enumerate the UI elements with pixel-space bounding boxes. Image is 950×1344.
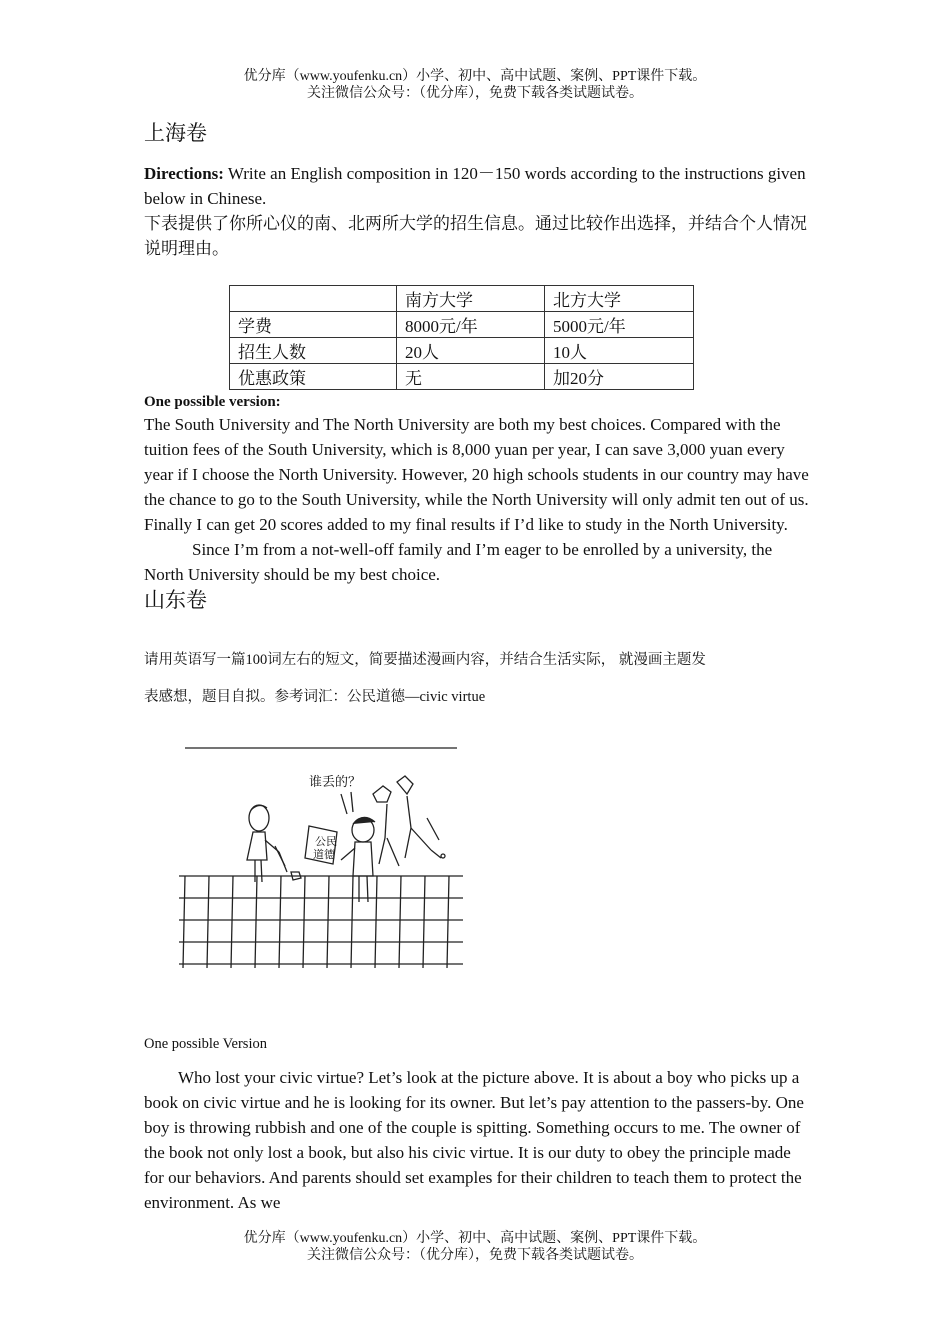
answer-paragraph-2: Since I’m from a not-well-off family and I’m eager to be enrolled by a university, the North University should be my best choice. <box>144 540 773 584</box>
shandong-version-label: One possible Version <box>144 1036 267 1052</box>
admission-table <box>229 285 694 390</box>
table-cell: 加20分 <box>545 364 694 390</box>
instruction-line-1: 请用英语写一篇100词左右的短文，简要描述漫画内容，并结合生活实际， 就漫画主题发 <box>144 652 706 668</box>
instruction-line-2: 表感想，题目自拟。参考词汇：公民道德—civic virtue <box>144 689 486 705</box>
shanghai-section-title-block <box>144 120 809 146</box>
table-header-cell: 北方大学 <box>545 286 694 312</box>
footer-line-1: 优分库（www.youfenku.cn）小学、初中、高中试题、案例、PPT课件下载。 <box>243 1231 707 1246</box>
directions-label: Directions: <box>144 164 224 183</box>
shandong-answer-paragraph: Who lost your civic virtue? Let’s look at the picture above. It is about a boy who picks up a book on civic virtue and he is looking for its owner. But let’s pay attention to the passers-by. One boy is throwing rubbish and one of the couple is spitting. Something occurs to me. The owner of the book not only lost a book, but also his civic virtue. It is our duty to obey the principle made for our behaviors. And parents should set examples for their children to teach them to protect the environment. As we <box>144 1068 804 1212</box>
cartoon-book-text-1: 公民 <box>315 835 337 848</box>
shanghai-directions <box>144 161 809 261</box>
table-header-row <box>230 286 694 312</box>
directions-text: Write an English composition in 120－150 words according to the instructions given below in Chinese. <box>144 164 806 208</box>
shandong-section-title: 山东卷 <box>144 588 207 612</box>
table-cell: 优惠政策 <box>230 364 397 390</box>
table-cell: 8000元/年 <box>397 312 545 338</box>
shandong-answer <box>144 1065 809 1215</box>
footer-line-2: 关注微信公众号：（优分库），免费下载各类试题试卷。 <box>307 1248 643 1263</box>
shanghai-section-title: 上海卷 <box>144 121 207 145</box>
table-row <box>230 338 694 364</box>
version-label: One possible version: <box>144 394 281 410</box>
table-cell: 招生人数 <box>230 338 397 364</box>
table-row <box>230 312 694 338</box>
shandong-instructions <box>144 650 809 707</box>
instruction-cn: 下表提供了你所心仪的南、北两所大学的招生信息。通过比较作出选择，并结合个人情况说明理由。 <box>144 214 807 258</box>
table-cell: 无 <box>397 364 545 390</box>
answer-paragraph-1: The South University and The North University are both my best choices. Compared with the tuition fees of the South University, which is 8,000 yuan per year, I can save 3,000 yuan every year if I choose the North University. However, 20 high schools students in our country may have the chance to go to the South University, while the North University will only admit ten out of us. Finally I can get 20 scores added to my final results if I’d like to study in the North University. <box>144 415 809 534</box>
header-line-2: 关注微信公众号：（优分库），免费下载各类试题试卷。 <box>307 86 643 101</box>
civic-virtue-cartoon <box>175 742 467 974</box>
shandong-answer-label-block <box>144 1034 809 1054</box>
table-cell: 5000元/年 <box>545 312 694 338</box>
header-line-1: 优分库（www.youfenku.cn）小学、初中、高中试题、案例、PPT课件下载。 <box>243 69 707 84</box>
table-row <box>230 364 694 390</box>
page-header <box>0 68 950 102</box>
table-cell: 学费 <box>230 312 397 338</box>
table-header-cell <box>230 286 397 312</box>
table-cell: 10人 <box>545 338 694 364</box>
shanghai-answer <box>144 392 809 613</box>
page-footer <box>0 1230 950 1264</box>
table-cell: 20人 <box>397 338 545 364</box>
cartoon-speech-text: 谁丢的？ <box>309 775 362 790</box>
table-header-cell: 南方大学 <box>397 286 545 312</box>
cartoon-book-text-2: 道德 <box>313 848 335 861</box>
directions-paragraph <box>144 161 809 211</box>
